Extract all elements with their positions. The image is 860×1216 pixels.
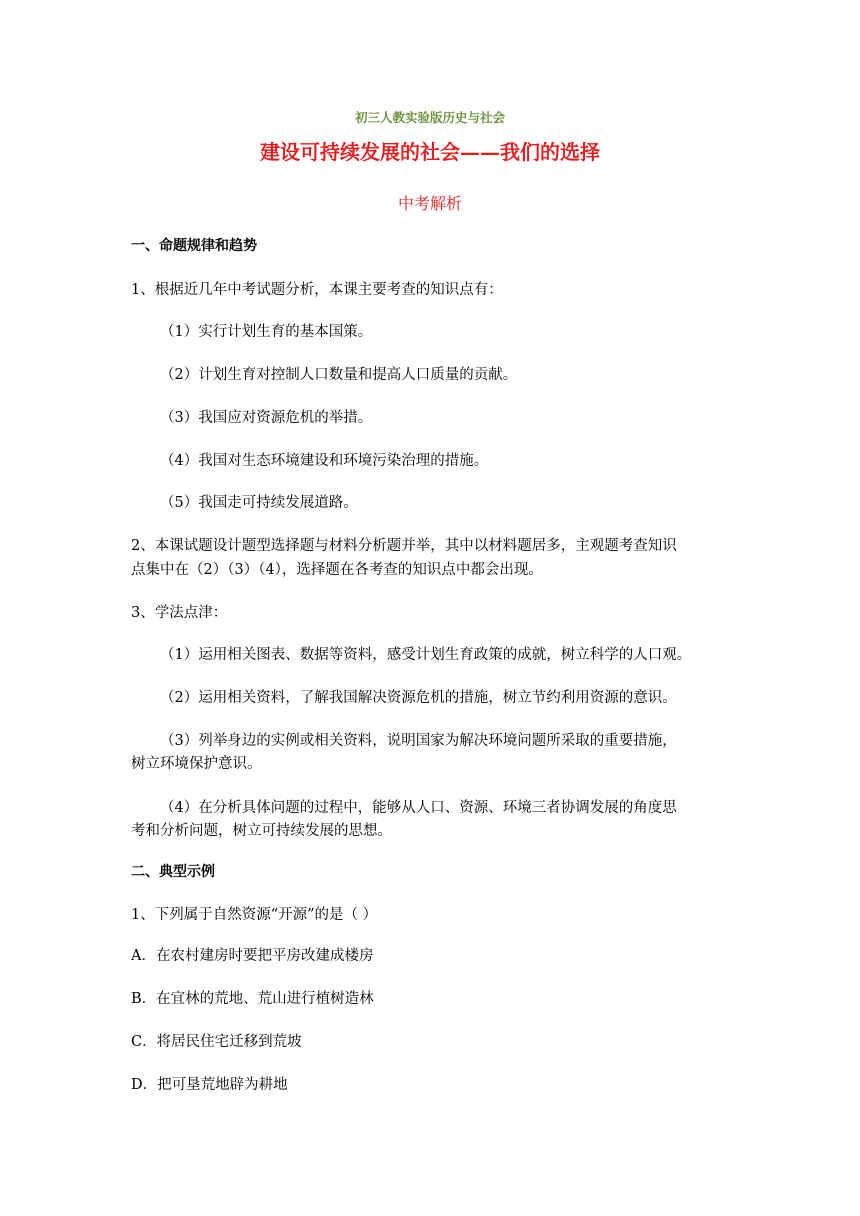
item3-point-3-line-2: 树立环境保护意识。 (131, 756, 262, 772)
page-title: 建设可持续发展的社会——我们的选择 (260, 140, 600, 164)
option-d: D．把可垦荒地辟为耕地 (131, 1077, 288, 1093)
option-c: C．将居民住宅迁移到荒坡 (131, 1034, 302, 1050)
item2-line-2: 点集中在（2）（3）（4），选择题在各考查的知识点中都会出现。 (131, 562, 543, 578)
option-a: A．在农村建房时要把平房改建成楼房 (131, 948, 374, 964)
item3-point-1: （1）运用相关图表、数据等资料，感受计划生育政策的成就，树立科学的人口观。 (160, 647, 692, 663)
subject-label: 初三人教实验版历史与社会 (354, 110, 505, 125)
item1-point-4: （4）我国对生态环境建设和环境污染治理的措施。 (160, 453, 489, 469)
item2-line-1: 2、本课试题设计题型选择题与材料分析题并举，其中以材料题居多，主观题考查知识 (131, 538, 677, 554)
item1-text: 1、根据近几年中考试题分析，本课主要考查的知识点有： (131, 282, 503, 298)
item1-point-3: （3）我国应对资源危机的举措。 (160, 410, 373, 426)
section1-heading: 一、命题规律和趋势 (131, 238, 257, 254)
item1-point-1: （1）实行计划生育的基本国策。 (160, 324, 373, 340)
item3-text: 3、学法点津： (131, 605, 228, 621)
section2-heading: 二、典型示例 (131, 864, 215, 880)
item3-point-4-line-2: 考和分析问题，树立可持续发展的思想。 (131, 823, 392, 839)
item1-point-5: （5）我国走可持续发展道路。 (160, 495, 358, 511)
option-b: B．在宜林的荒地、荒山进行植树造林 (131, 991, 374, 1007)
item3-point-2: （2）运用相关资料，了解我国解决资源危机的措施，树立节约利用资源的意识。 (160, 690, 677, 706)
question-1: 1、下列属于自然资源“开源”的是（ ） (131, 907, 378, 923)
page-subtitle: 中考解析 (397, 194, 462, 213)
item3-point-4-line-1: （4）在分析具体问题的过程中，能够从人口、资源、环境三者协调发展的角度思 (160, 800, 677, 816)
item3-point-3-line-1: （3）列举身边的实例或相关资料，说明国家为解决环境问题所采取的重要措施， (160, 733, 677, 749)
item1-point-2: （2）计划生育对控制人口数量和提高人口质量的贡献。 (160, 367, 518, 383)
